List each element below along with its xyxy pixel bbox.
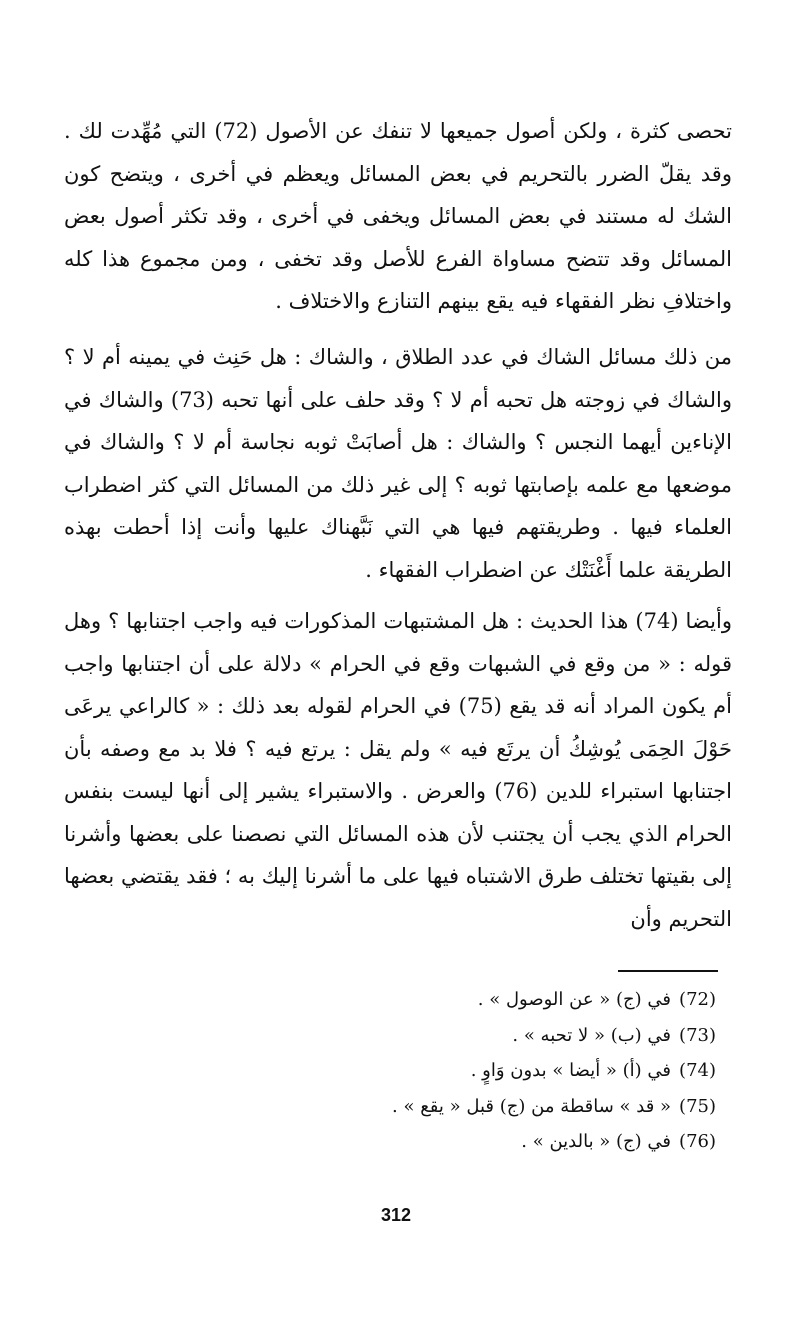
footnote-item [300, 1053, 716, 1089]
footnote-number: (75) [679, 1095, 716, 1117]
footnote-item [300, 982, 716, 1018]
footnote-number: (76) [679, 1131, 716, 1152]
footnote-text: في (ب) « لا تحبه » . [512, 1024, 672, 1046]
footnote-item [300, 1018, 716, 1054]
footnote-number: (72) [679, 989, 716, 1010]
footnote-divider [618, 970, 718, 972]
page-number: 312 [380, 1205, 412, 1225]
footnote-text: في (ج) « بالدين » . [521, 1131, 672, 1152]
paragraph-3: وأيضا (74) هذا الحديث : هل المشتبهات المذكورات فيه واجب اجتنابها ؟ وهل قوله : « من وقع في الشبهات وقع في الحرام » دلالة على أن اجتنابها واجب أم يكون المراد أنه قد يقع (75) في الحرام لقوله بعد ذلك : « كالراعي يرعَى حَوْلَ الحِمَى يُوشِكُ أن يرتَع فيه » ولم يقل : يرتع فيه ؟ فلا بد مع وصفه بأن اجتنابها استبراء للدين (76) والعرض . والاستبراء يشير إلى أنها ليست بنفس الحرام الذي يجب أن يجتنب لأن هذه المسائل التي نصصنا على بعضها وأشرنا إلى بقيتها تختلف طرق الاشتباه فيها على ما أشرنا إليك به ؛ فقد يقتضي بعضها التحريم وأن [64, 609, 732, 931]
footnote-text: « قد » ساقطة من (ج) قبل « يقع » . [392, 1095, 672, 1117]
footnote-number: (74) [679, 1060, 716, 1081]
footnote-item [300, 1124, 716, 1160]
footnotes-list [300, 982, 716, 1160]
footnote-number: (73) [679, 1024, 716, 1046]
paragraph-2: من ذلك مسائل الشاك في عدد الطلاق ، والشاك : هل حَنِث في يمينه أم لا ؟ والشاك في زوجته هل تحبه أم لا ؟ وقد حلف على أنها تحبه (73) والشاك في الإناءين أيهما النجس ؟ والشاك : هل أصابَتْ ثوبه نجاسة أم لا ؟ والشاك في موضعها مع علمه بإصابتها ثوبه ؟ إلى غير ذلك من المسائل التي كثر اضطراب العلماء فيها . وطريقتهم فيها هي التي نَبَّهناك عليها وأنت إذا أحطت بهذه الطريقة علما أَغْنَتْك عن اضطراب الفقهاء . [64, 345, 732, 582]
footnote-text: في (ج) « عن الوصول » . [477, 989, 672, 1010]
footnote-text: في (أ) « أيضا » بدون وَاوٍ . [470, 1060, 672, 1081]
footnote-item [300, 1089, 716, 1125]
paragraph-1: تحصى كثرة ، ولكن أصول جميعها لا تنفك عن الأصول (72) التي مُهِّدت لك . وقد يقلّ الضرر بالتحريم في بعض المسائل ويعظم في أخرى ، ويتضح كون الشك له مستند في بعض المسائل ويخفى في أخرى ، وقد تكثر أصول بعض المسائل وقد تتضح مساواة الفرع للأصل وقد تخفى ، ومن مجموع هذا كله واختلافِ نظر الفقهاء فيه يقع بينهم التنازع والاختلاف . [64, 119, 732, 313]
